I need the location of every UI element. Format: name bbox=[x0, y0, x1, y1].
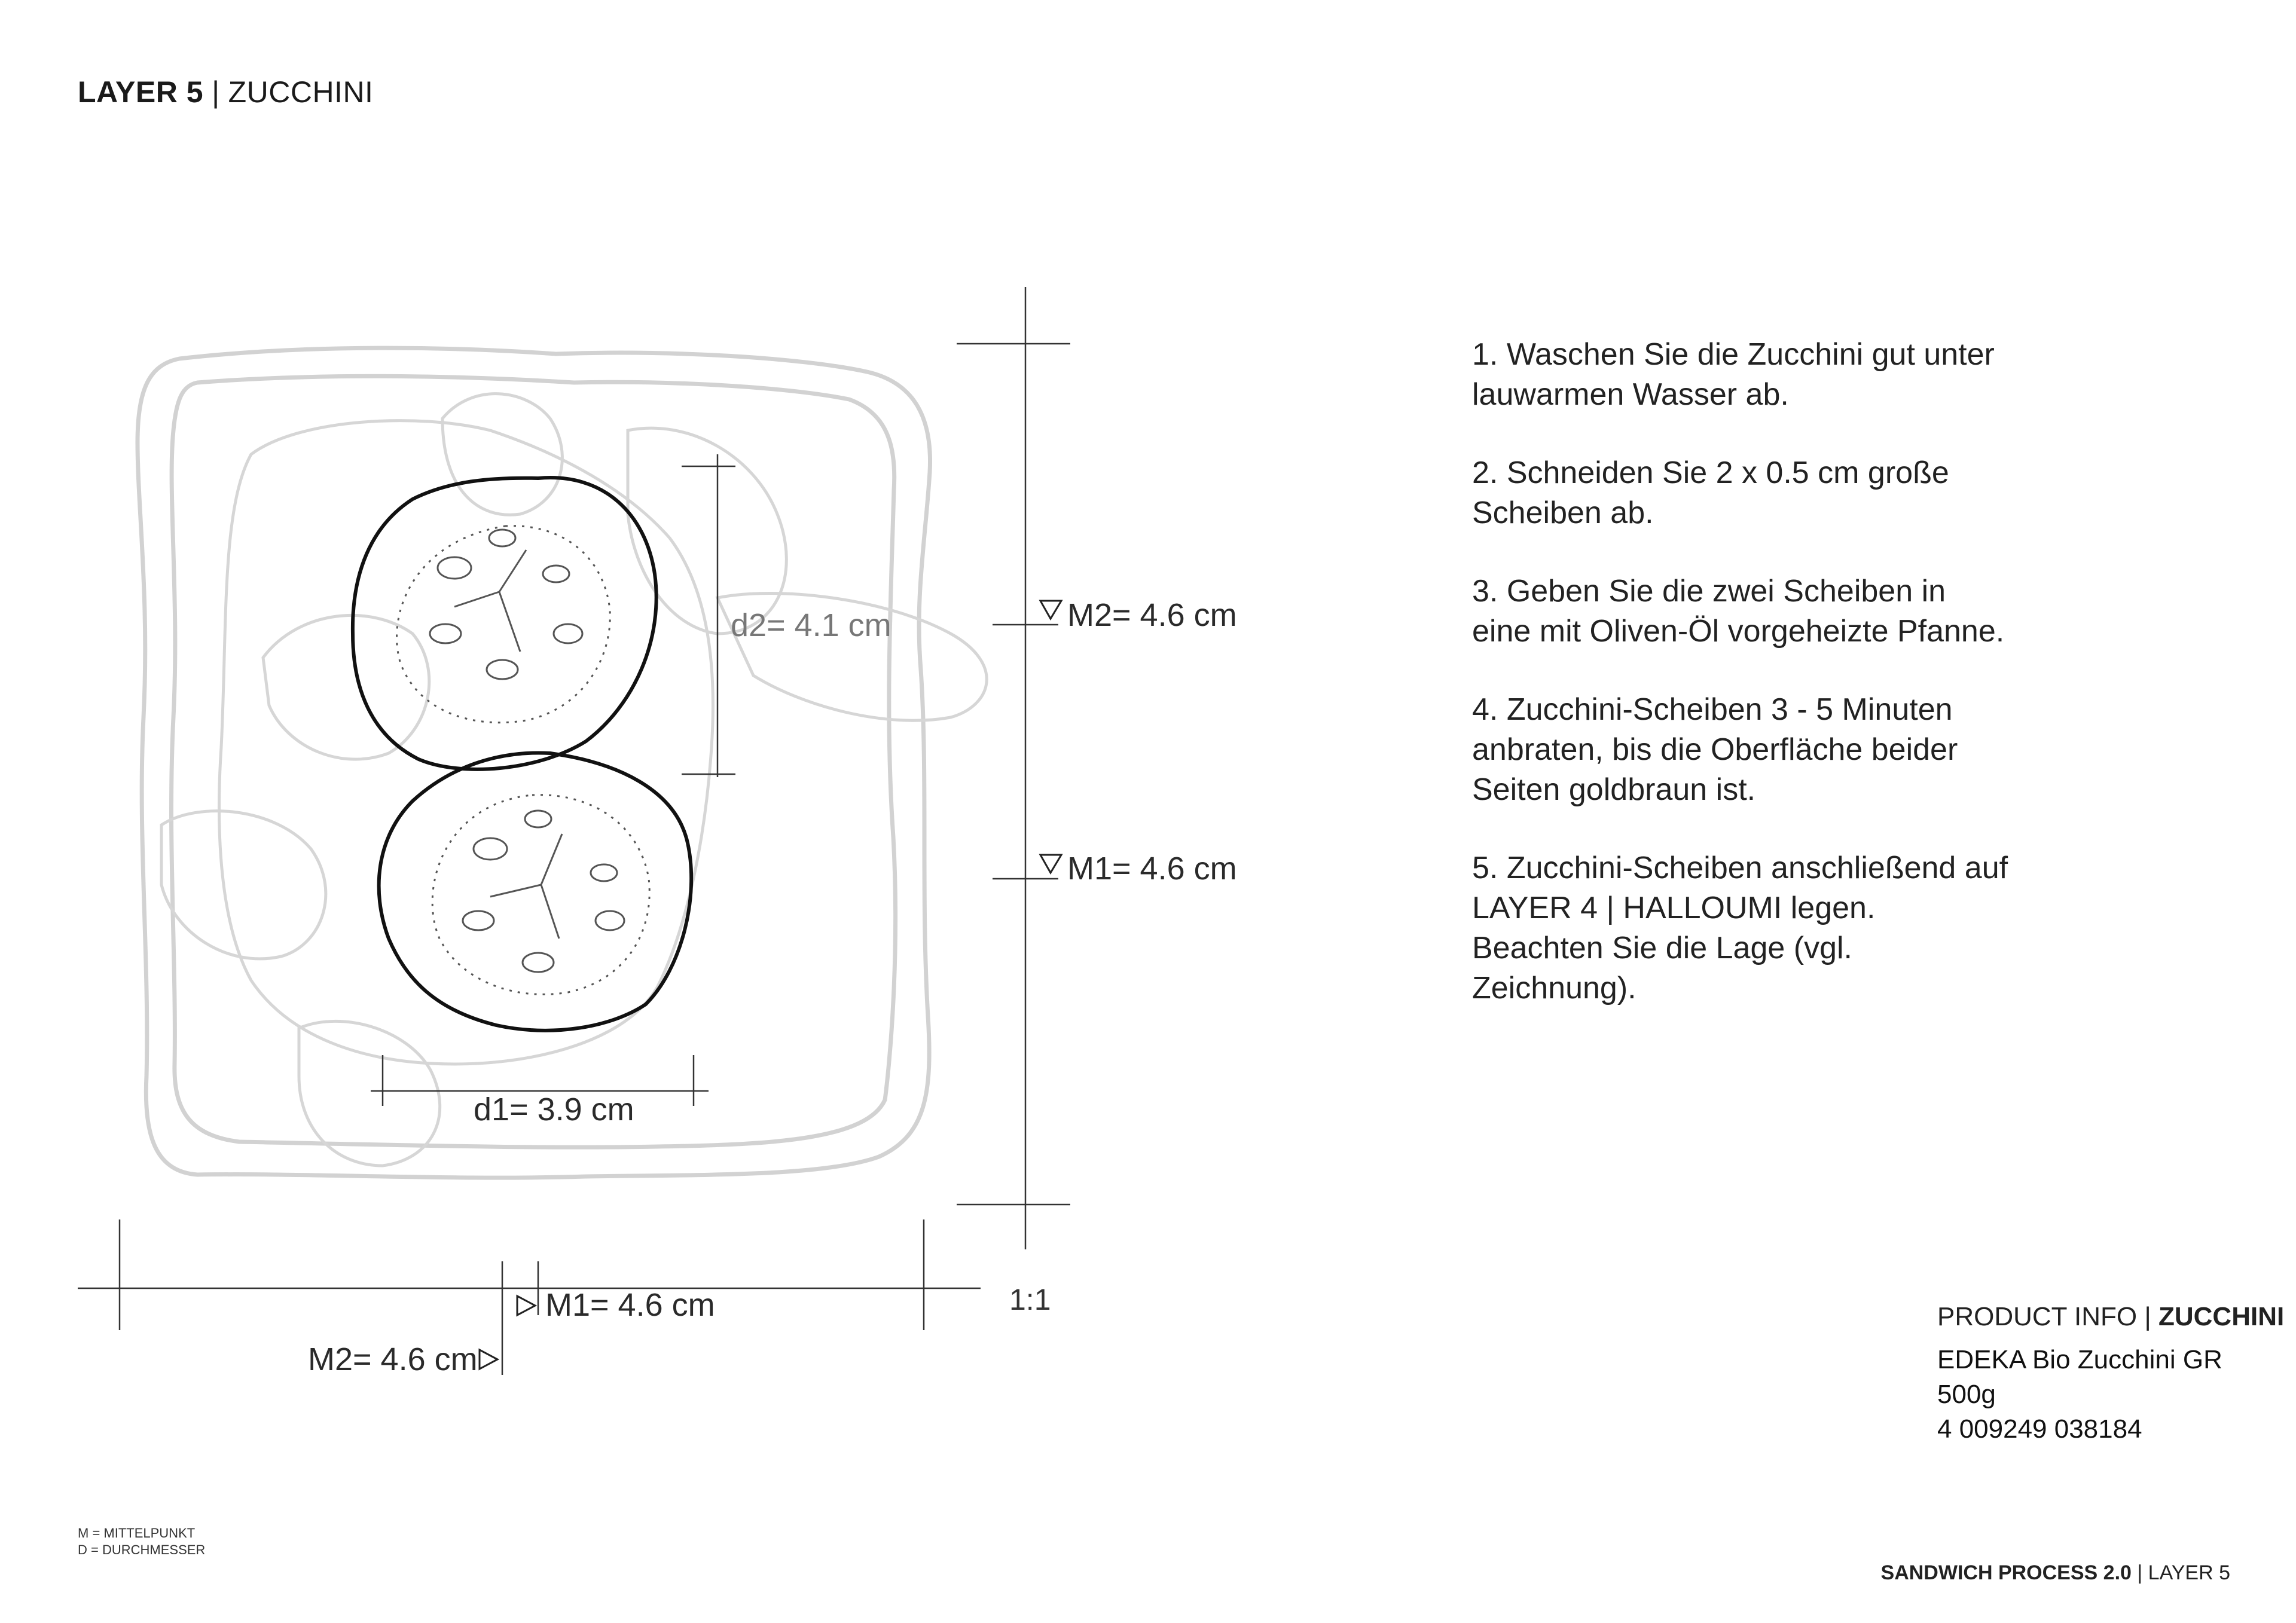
d2-label: d2= 4.1 cm bbox=[731, 607, 891, 643]
d1-label: d1= 3.9 cm bbox=[474, 1092, 634, 1127]
m1-vertical-marker bbox=[1040, 855, 1061, 873]
legend-midpoint: M = MITTELPUNKT bbox=[78, 1526, 196, 1541]
instruction-step-5: 5. Zucchini-Scheiben anschließend auf LAYER 4 | HALLOUMI legen. Beachten Sie die Lage (vgl. Zeichnung). bbox=[1472, 851, 2008, 1005]
m2-horizontal-marker bbox=[480, 1350, 497, 1369]
m2-vertical-label: M2= 4.6 cm bbox=[1067, 597, 1237, 633]
instruction-list bbox=[1472, 335, 2010, 1047]
m1-horizontal-label: M1= 4.6 cm bbox=[545, 1287, 715, 1323]
zucchini-slice-bottom-core bbox=[432, 795, 649, 995]
instruction-step-1: 1. Waschen Sie die Zucchini gut unter lauwarmen Wasser ab. bbox=[1472, 337, 1995, 412]
midpoint-markers bbox=[480, 601, 1061, 1369]
layer-label: LAYER 5 bbox=[78, 75, 204, 109]
dimension-lines bbox=[78, 287, 1070, 1375]
m2-vertical-marker bbox=[1040, 601, 1061, 619]
title-separator: | bbox=[212, 75, 220, 109]
filling-outline bbox=[161, 394, 987, 1166]
scale-label: 1:1 bbox=[1009, 1283, 1051, 1316]
product-info-label: PRODUCT INFO bbox=[1937, 1302, 2138, 1331]
m2-horizontal-label: M2= 4.6 cm bbox=[308, 1341, 478, 1377]
m1-horizontal-marker bbox=[517, 1296, 535, 1315]
product-info-heading bbox=[1937, 1302, 2284, 1332]
product-name: EDEKA Bio Zucchini GR bbox=[1937, 1345, 2222, 1374]
instruction-step-3: 3. Geben Sie die zwei Scheiben in eine mit Oliven-Öl vorgeheizte Pfanne. bbox=[1472, 574, 2005, 649]
layer-name: ZUCCHINI bbox=[228, 75, 374, 109]
zucchini-slice-top bbox=[353, 478, 657, 769]
m1-vertical-label: M1= 4.6 cm bbox=[1067, 851, 1237, 887]
footer-page: LAYER 5 bbox=[2148, 1561, 2230, 1584]
footer-separator: | bbox=[2137, 1561, 2143, 1584]
legend-diameter: D = DURCHMESSER bbox=[78, 1542, 206, 1557]
instruction-step-2: 2. Schneiden Sie 2 x 0.5 cm große Scheiben ab. bbox=[1472, 456, 1949, 530]
product-barcode: 4 009249 038184 bbox=[1937, 1414, 2142, 1444]
footer-title: SANDWICH PROCESS 2.0 bbox=[1880, 1561, 2132, 1584]
page-footer bbox=[1881, 1561, 2230, 1585]
product-weight: 500g bbox=[1937, 1380, 1996, 1409]
product-info-separator: | bbox=[2144, 1302, 2151, 1331]
zucchini-slice-bottom bbox=[379, 753, 692, 1030]
instruction-step-4: 4. Zucchini-Scheiben 3 - 5 Minuten anbraten, bis die Oberfläche beider Seiten goldbraun ist. bbox=[1472, 692, 1958, 807]
product-info-name: ZUCCHINI bbox=[2158, 1302, 2285, 1331]
